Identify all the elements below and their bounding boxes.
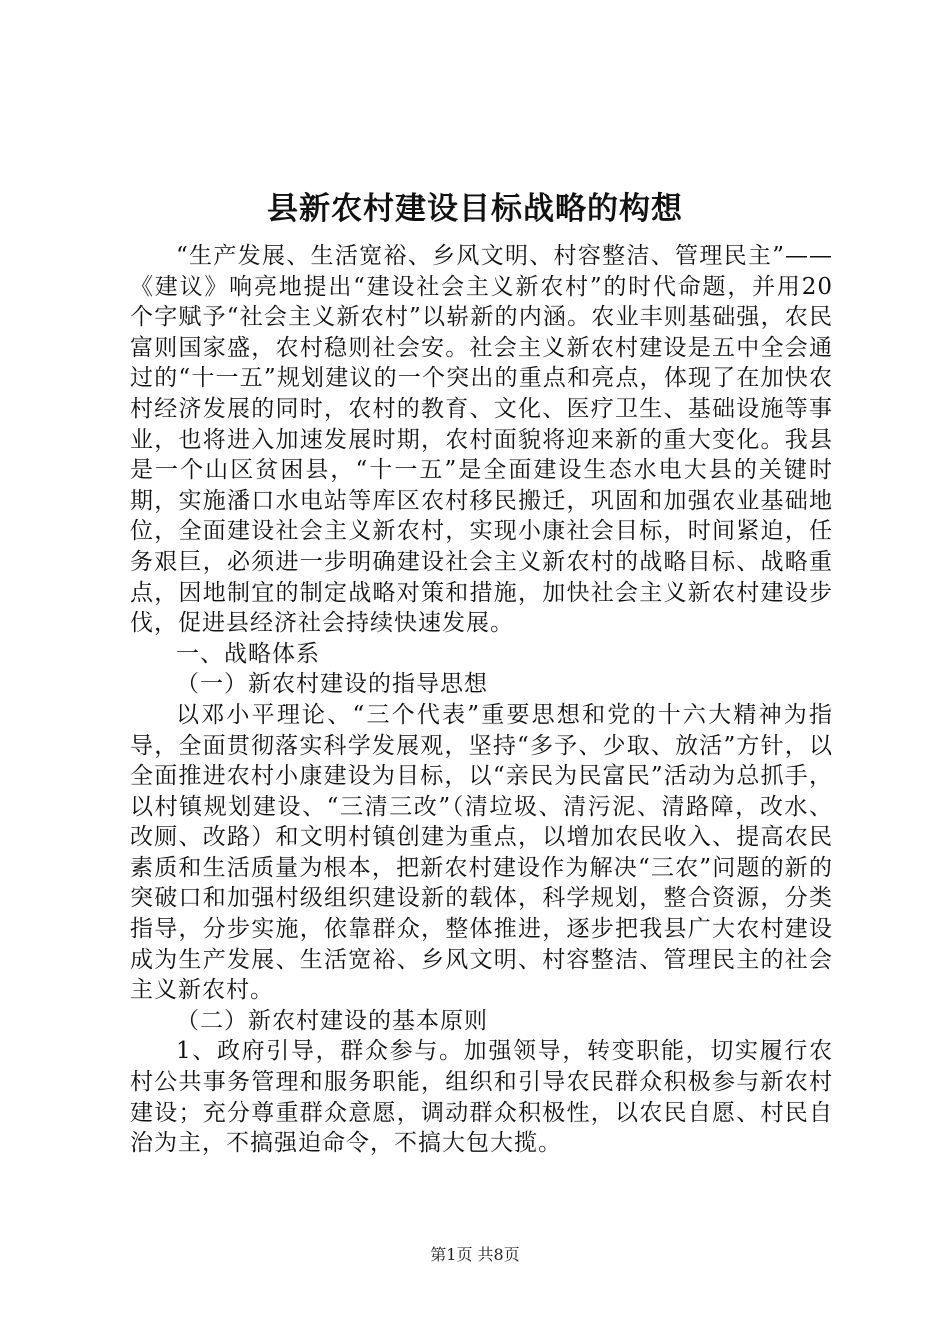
document-body bbox=[130, 241, 833, 1159]
subsection-heading-guiding-ideology: （一）新农村建设的指导思想 bbox=[176, 671, 488, 698]
document-title: 县新农村建设目标战略的构想 bbox=[267, 191, 683, 227]
section-heading-strategy-system: 一、战略体系 bbox=[176, 640, 320, 667]
principle-1-paragraph: 1、政府引导，群众参与。加强领导，转变职能，切实履行农村公共事务管理和服务职能，组织和引导农民群众积极参与新农村建设；充分尊重群众意愿，调动群众积极性，以农民自愿、村民自治为主，不搞强迫命令，不搞大包大揽。 bbox=[130, 1038, 833, 1157]
subsection-heading-basic-principles: （二）新农村建设的基本原则 bbox=[176, 1007, 488, 1034]
guiding-ideology-paragraph: 以邓小平理论、“三个代表”重要思想和党的十六大精神为指导，全面贯彻落实科学发展观，坚持“多予、少取、放活”方针，以全面推进农村小康建设为目标，以“亲民为民富民”活动为总抓手，以村镇规划建设、“三清三改”（清垃圾、清污泥、清路障，改水、改厕、改路）和文明村镇创建为重点，以增加农民收入、提高农民素质和生活质量为根本，把新农村建设作为解决“三农”问题的新的突破口和加强村级组织建设新的载体，科学规划，整合资源，分类指导，分步实施，依靠群众，整体推进，逐步把我县广大农村建设成为生产发展、生活宽裕、乡风文明、村容整洁、管理民主的社会主义新农村。 bbox=[130, 701, 833, 1004]
intro-paragraph: “生产发展、生活宽裕、乡风文明、村容整洁、管理民主”——《建议》响亮地提出“建设社会主义新农村”的时代命题，并用20个字赋予“社会主义新农村”以崭新的内涵。农业丰则基础强，农民富则国家盛，农村稳则社会安。社会主义新农村建设是五中全会通过的“十一五”规划建议的一个突出的重点和亮点，体现了在加快农村经济发展的同时，农村的教育、文化、医疗卫生、基础设施等事业，也将进入加速发展时期，农村面貌将迎来新的重大变化。我县是一个山区贫困县，“十一五”是全面建设生态水电大县的关键时期，实施潘口水电站等库区农村移民搬迁，巩固和加强农业基础地位，全面建设社会主义新农村，实现小康社会目标，时间紧迫，任务艰巨，必须进一步明确建设社会主义新农村的战略目标、战略重点，因地制宜的制定战略对策和措施，加快社会主义新农村建设步伐，促进县经济社会持续快速发展。 bbox=[130, 243, 833, 637]
page-number-footer: 第1页 共8页 bbox=[430, 1245, 520, 1264]
